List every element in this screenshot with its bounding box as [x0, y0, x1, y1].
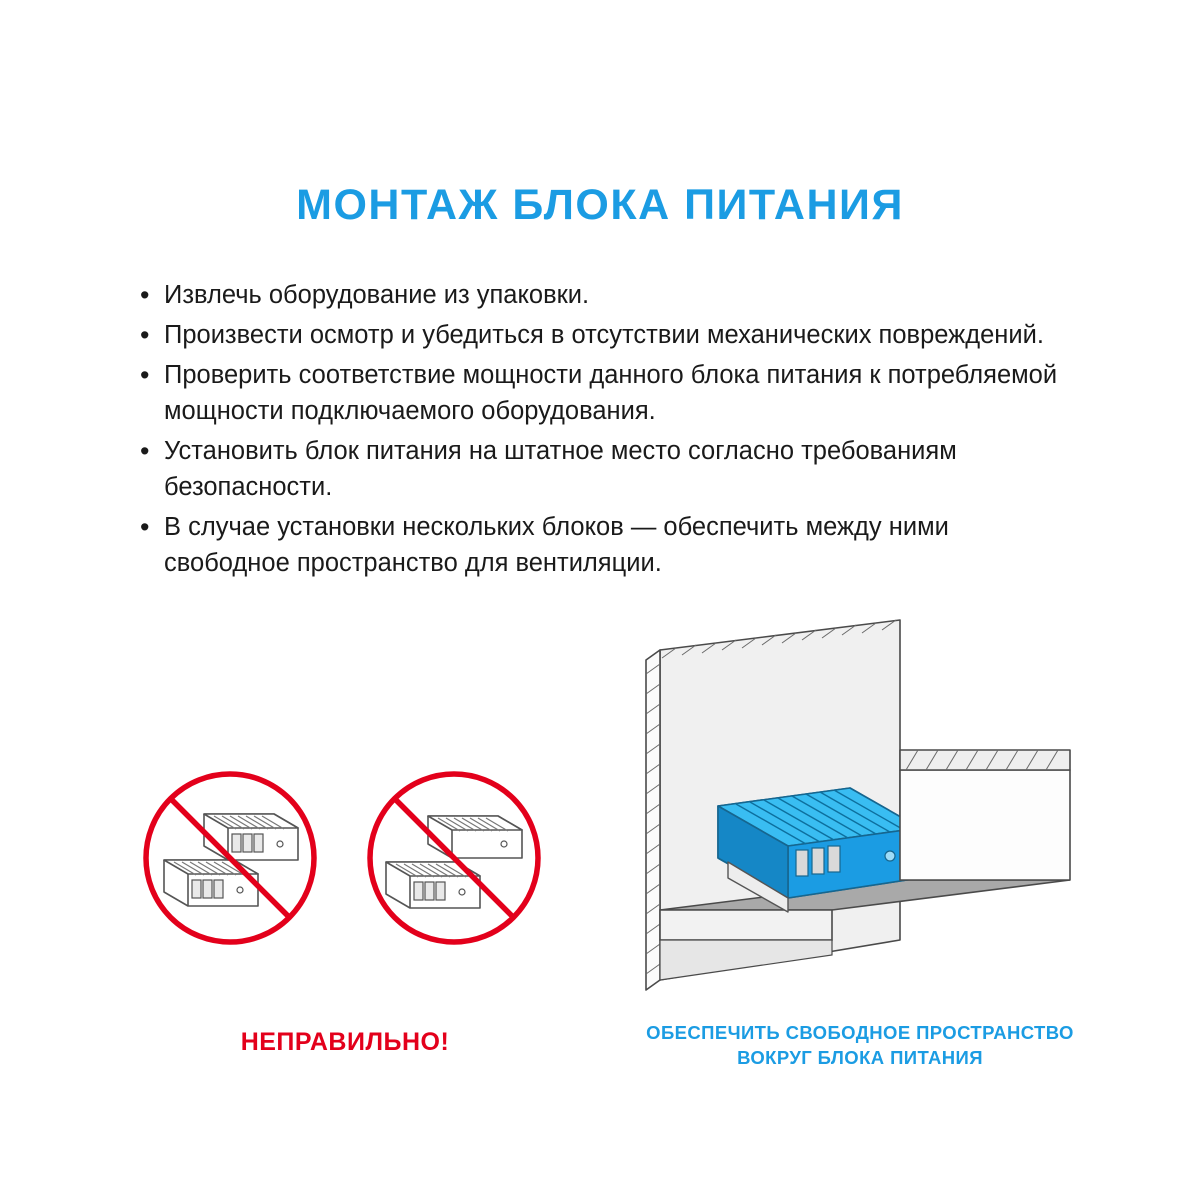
list-item: [140, 509, 1080, 581]
list-item-text: Установить блок питания на штатное место согласно требованиям безопасности.: [164, 437, 957, 501]
incorrect-caption: НЕПРАВИЛЬНО!: [240, 1028, 450, 1056]
correct-caption-line2: ВОКРУГ БЛОКА ПИТАНИЯ: [737, 1047, 983, 1068]
list-item-text: В случае установки нескольких блоков — обеспечить между ними свободное пространство для вентиляции.: [164, 513, 949, 577]
list-item-text: Произвести осмотр и убедиться в отсутствии механических повреждений.: [164, 321, 1044, 349]
illustration-area: [0, 620, 1200, 1120]
correct-caption-line1: ОБЕСПЕЧИТЬ СВОБОДНОЕ ПРОСТРАНСТВО: [646, 1022, 1074, 1043]
list-item: [140, 433, 1080, 505]
correct-example: [600, 610, 1140, 1010]
correct-caption: [590, 1020, 1130, 1070]
bullet-marker-icon: •: [140, 320, 150, 350]
list-item: [140, 277, 1080, 313]
bullet-marker-icon: •: [140, 280, 150, 310]
list-item: [140, 357, 1080, 429]
power-supply-adjacent-crossed-icon: [370, 774, 538, 942]
bullet-marker-icon: •: [140, 360, 150, 390]
bullet-marker-icon: •: [140, 512, 150, 542]
incorrect-examples: [130, 740, 560, 950]
instruction-list: [140, 277, 1080, 585]
list-item-text: Извлечь оборудование из упаковки.: [164, 281, 590, 309]
page-title: МОНТАЖ БЛОКА ПИТАНИЯ: [296, 180, 904, 229]
list-item-text: Проверить соответствие мощности данного блока питания к потребляемой мощности подключаемого оборудования.: [164, 361, 1058, 425]
power-supply-in-niche-icon: [600, 610, 1140, 1010]
incorrect-examples-svg: [130, 740, 560, 950]
power-supply-stacked-crossed-icon: [146, 774, 314, 942]
bullet-marker-icon: •: [140, 436, 150, 466]
list-item: [140, 317, 1080, 353]
